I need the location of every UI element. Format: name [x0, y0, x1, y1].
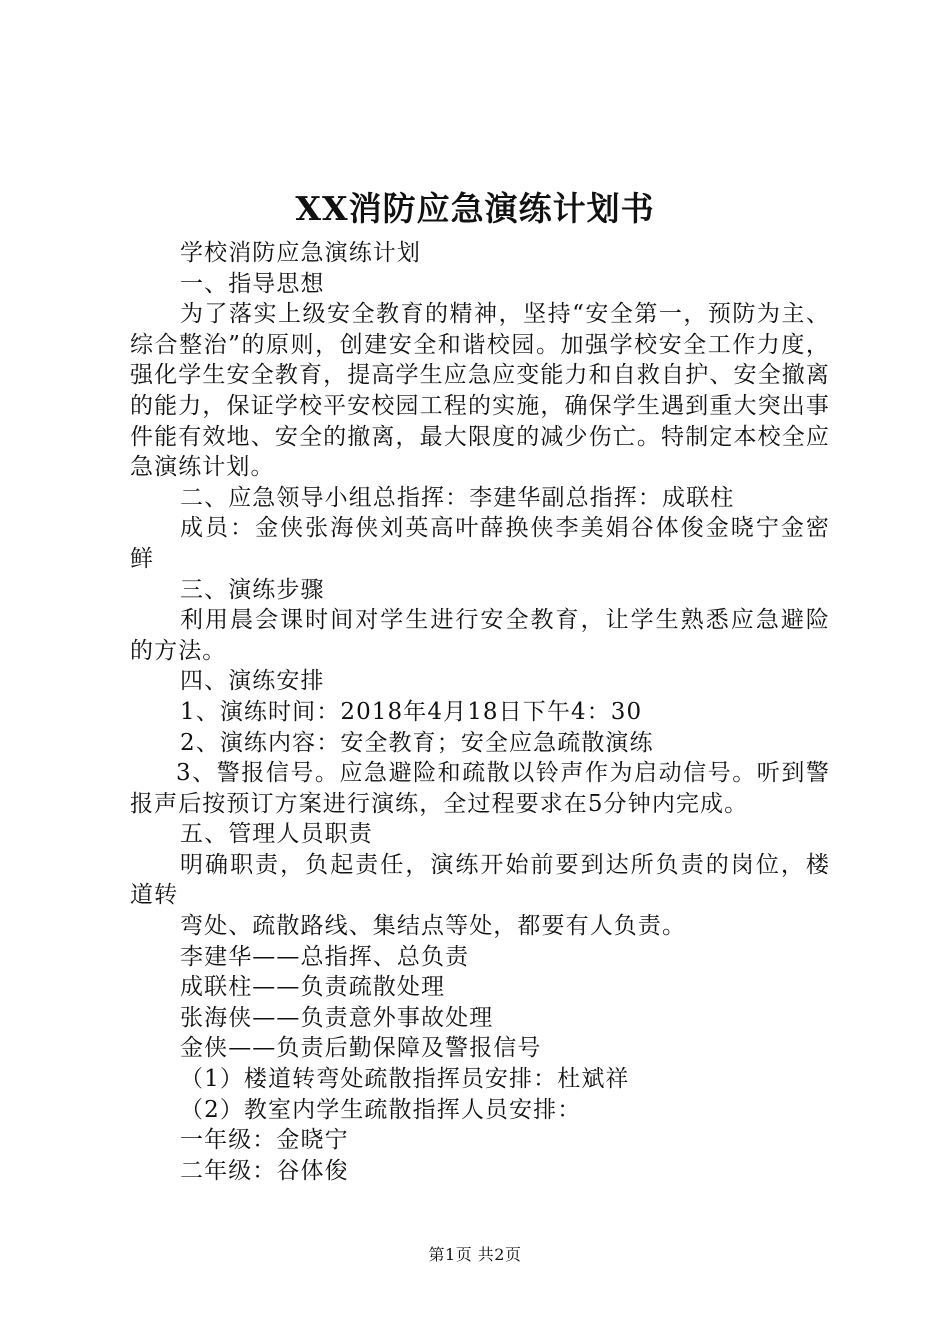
subtitle-paragraph: 学校消防应急演练计划 — [180, 240, 421, 266]
section-heading-drill-steps: 三、演练步骤 — [180, 576, 325, 603]
members-paragraph: 成员：金侠张海侠刘英高叶薛换侠李美娟谷体俊金晓宁金密鲜 — [130, 515, 830, 572]
drill-content-item: 2、演练内容：安全教育；安全应急疏散演练 — [180, 729, 654, 756]
classroom-commander-item: （2）教室内学生疏散指挥人员安排： — [180, 1096, 582, 1123]
section-heading-guiding-idea: 一、指导思想 — [180, 270, 325, 297]
duty-list-item: 金侠——负责后勤保障及警报信号 — [180, 1035, 542, 1062]
document-title: XX消防应急演练计划书 — [295, 189, 655, 228]
section-heading-staff-duties: 五、管理人员职责 — [180, 821, 373, 848]
section-heading-drill-arrangement: 四、演练安排 — [180, 668, 325, 695]
grade-one-item: 一年级：金晓宁 — [180, 1127, 349, 1154]
alarm-signal-item: 3、警报信号。应急避险和疏散以铃声作为启动信号。听到警报声后按预订方案进行演练，全过程要求在5分钟内完成。 — [130, 760, 830, 817]
staff-duties-paragraph: 明确职责，负起责任，演练开始前要到达所负责的岗位，楼道转 — [130, 851, 830, 909]
duty-list-item: 李建华——总指挥、总负责 — [180, 943, 470, 970]
guiding-idea-paragraph: 为了落实上级安全教育的精神，坚持“安全第一，预防为主、综合整治”的原则，创建安全和谐校园。加强学校安全工作力度，强化学生安全教育，提高学生应急应变能力和自救自护、安全撤离的能力，保证学校平安校园工程的实施，确保学生遇到重大突出事件能有效地、安全的撤离，最大限度的减少伤亡。特制定本校全应急演练计划。 — [130, 301, 830, 481]
page-number-footer: 第1页 共2页 — [428, 1245, 522, 1264]
drill-steps-paragraph: 利用晨会课时间对学生进行安全教育，让学生熟悉应急避险的方法。 — [130, 607, 830, 664]
duty-list-item: 成联柱——负责疏散处理 — [180, 974, 446, 1001]
section-heading-leadership: 二、应急领导小组总指挥：李建华副总指挥：成联柱 — [180, 484, 735, 511]
grade-two-item: 二年级：谷体俊 — [180, 1157, 349, 1184]
document-body — [130, 238, 830, 1186]
duty-list-item: 张海侠——负责意外事故处理 — [180, 1004, 494, 1031]
drill-time-item: 1、演练时间：2018年4月18日下午4：30 — [180, 698, 643, 725]
staff-duties-continued: 弯处、疏散路线、集结点等处，都要有人负责。 — [180, 913, 687, 940]
stairwell-commander-item: （1）楼道转弯处疏散指挥员安排：杜斌祥 — [180, 1066, 630, 1093]
